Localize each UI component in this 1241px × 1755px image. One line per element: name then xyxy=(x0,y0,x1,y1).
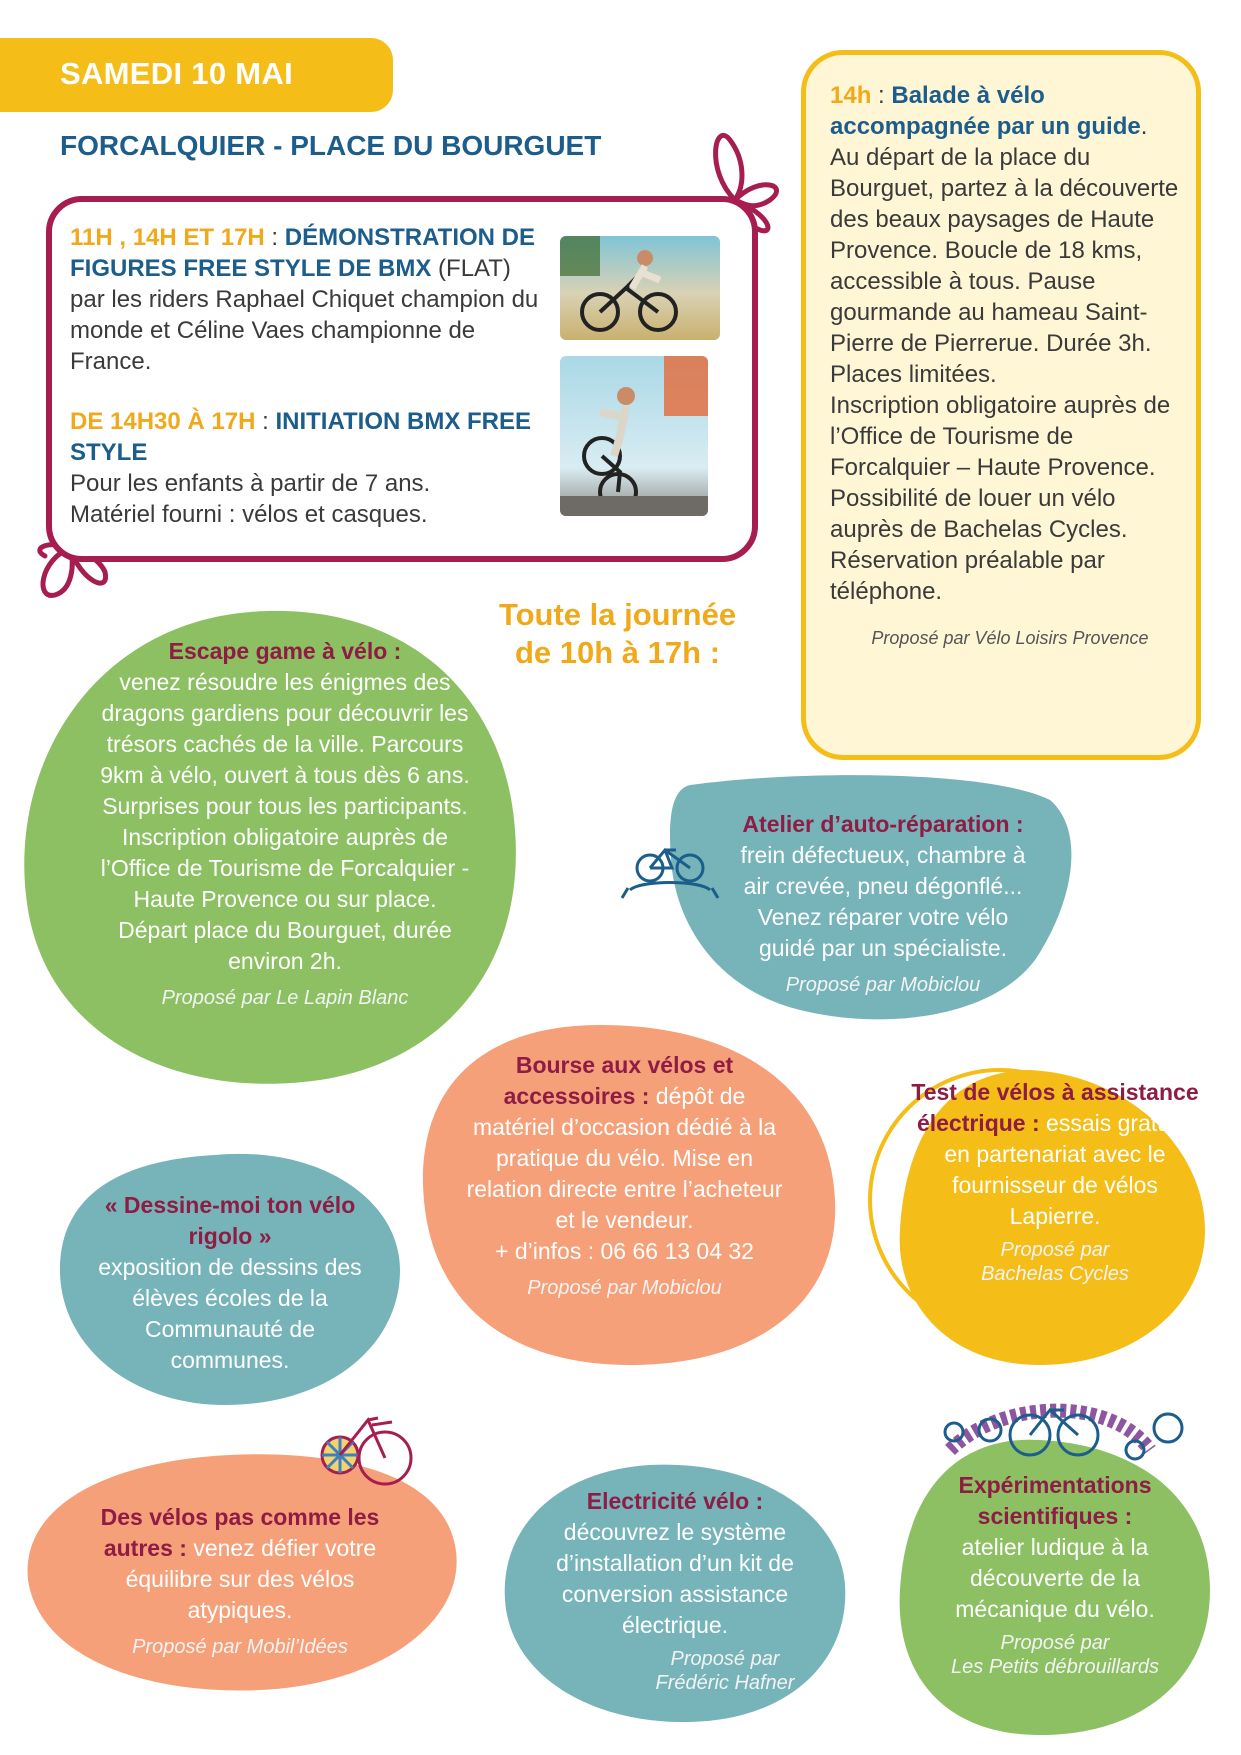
balade-places: Places limitées. xyxy=(830,361,997,388)
escape-desc: venez résoudre les énigmes des dragons gardiens pour découvrir les trésors cachés de la ville. Parcours 9km à vélo, ouvert à tous dès 6 ans. Surprises pour tous les participants. Inscription obligatoire auprès de l’Office de Tourisme de Forcalquier - Haute Provence ou sur place. xyxy=(100,669,470,912)
bmx-demo-desc: par les riders Raphael Chiquet champion du monde et Céline Vaes championne de France. xyxy=(70,286,539,375)
bmx-init-block: DE 14H30 À 17H : INITIATION BMX FREE STYLE Pour les enfants à partir de 7 ans. Matériel fourni : vélos et casques. xyxy=(70,406,550,530)
bourse-text xyxy=(462,1050,787,1304)
bourse-title: Bourse aux vélos et accessoires : xyxy=(503,1052,734,1109)
escape-text xyxy=(90,636,480,1014)
bmx-init-desc-b: Matériel fourni : vélos et casques. xyxy=(70,501,428,528)
bourse-credit: Proposé par Mobiclou xyxy=(527,1277,722,1299)
test-title: Test de vélos à assistance électrique : xyxy=(911,1079,1199,1136)
experi-desc: atelier ludique à la découverte de la mécanique du vélo. xyxy=(955,1534,1155,1622)
escape-title: Escape game à vélo : xyxy=(168,638,402,664)
elec-credit-2: Frédéric Hafner xyxy=(655,1672,795,1694)
bmx-demo-title: DÉMONSTRATION DE FIGURES FREE STYLE DE BMX xyxy=(70,224,535,282)
experi-credit-2: Les Petits débrouillards xyxy=(951,1656,1159,1678)
bmx-demo-block: 11H , 14H ET 17H : DÉMONSTRATION DE FIGURES FREE STYLE DE BMX (FLAT) par les riders Raphael Chiquet champion du monde et Céline Vaes championne de France. xyxy=(70,224,539,375)
test-text xyxy=(910,1077,1200,1286)
elec-desc: découvrez le système d’installation d’un kit de conversion assistance électrique. xyxy=(556,1519,794,1638)
test-credit-1: Proposé par xyxy=(1000,1239,1110,1261)
balade-inscription: Inscription obligatoire auprès de l’Office de Tourisme de Forcalquier – Haute Provence. xyxy=(830,392,1171,481)
elec-title: Electricité vélo : xyxy=(586,1488,764,1514)
experi-credit-1: Proposé par xyxy=(1000,1632,1110,1654)
bourse-infos: + d’infos : 06 66 13 04 32 xyxy=(495,1238,754,1264)
atelier-title: Atelier d’auto-réparation : xyxy=(742,811,1024,837)
bourse-desc: dépôt de matériel d’occasion dédié à la pratique du vélo. Mise en relation directe entre l’acheteur et le vendeur. xyxy=(466,1083,783,1233)
velos-title: Des vélos pas comme les autres : xyxy=(100,1504,380,1561)
escape-depart: Départ place du Bourguet, durée environ 2h. xyxy=(118,917,452,974)
test-desc: essais gratuits en partenariat avec le fournisseur de vélos Lapierre. xyxy=(944,1110,1194,1229)
bmx-demo-time: 11H , 14H ET 17H xyxy=(70,224,265,251)
balade-location: Possibilité de louer un vélo auprès de Bachelas Cycles. xyxy=(830,485,1128,543)
atelier-credit: Proposé par Mobiclou xyxy=(785,974,981,996)
balade-text: 14h : Balade à vélo accompagnée par un guide. Au départ de la place du Bourguet, partez à la découverte des beaux paysages de Haute Provence. Boucle de 18 kms, accessible à tous. Pause gourmande au hameau Saint-Pierre de Pierrerue. Durée 3h. Places limitées. Inscription obligatoire auprès de l’Office de Tourisme de Forcalquier – Haute Provence. Possibilité de louer un vélo auprès de Bachelas Cycles. Réservation préalable par téléphone. Proposé par Vélo Loisirs Provence xyxy=(830,80,1190,654)
velos-credit: Proposé par Mobil’Idées xyxy=(132,1636,348,1658)
location-title: FORCALQUIER - PLACE DU BOURGUET xyxy=(60,130,602,161)
bmx-init-desc-a: Pour les enfants à partir de 7 ans. xyxy=(70,470,431,497)
atelier-text xyxy=(728,809,1038,1001)
dessine-title: « Dessine-moi ton vélo rigolo » xyxy=(104,1192,356,1249)
elec-text xyxy=(515,1486,835,1695)
test-credit-2: Bachelas Cycles xyxy=(981,1263,1129,1285)
elec-credit-1: Proposé par xyxy=(670,1648,780,1670)
experi-title: Expérimentations scientifiques : xyxy=(958,1472,1152,1529)
velos-desc: venez défier votre équilibre sur des vélos atypiques. xyxy=(125,1535,377,1623)
balade-desc: Au départ de la place du Bourguet, partez à la découverte des beaux paysages de Haute Provence. Boucle de 18 kms, accessible à tous. Pause gourmande au hameau Saint-Pierre de Pierrerue. Durée 3h. xyxy=(830,144,1179,357)
dessine-desc: exposition de dessins des élèves écoles de la Communauté de communes. xyxy=(98,1254,362,1373)
all-day-heading: Toute la journée de 10h à 17h : xyxy=(498,597,737,670)
balade-reservation: Réservation préalable par téléphone. xyxy=(830,547,1105,605)
velos-text xyxy=(70,1502,410,1663)
dessine-text xyxy=(90,1190,370,1376)
balade-title: Balade à vélo accompagnée par un guide xyxy=(830,82,1141,140)
event-date: SAMEDI 10 MAI xyxy=(60,56,293,91)
balade-credit: Proposé par Vélo Loisirs Provence xyxy=(871,628,1149,648)
bmx-init-time: DE 14H30 À 17H xyxy=(70,408,256,435)
escape-credit: Proposé par Le Lapin Blanc xyxy=(161,987,409,1009)
atelier-desc: frein défectueux, chambre à air crevée, pneu dégonflé... Venez réparer votre vélo guidé par un spécialiste. xyxy=(740,842,1026,961)
experi-text xyxy=(915,1470,1195,1679)
bmx-init-title: INITIATION BMX FREE STYLE xyxy=(70,408,532,466)
balade-time: 14h xyxy=(830,82,872,109)
